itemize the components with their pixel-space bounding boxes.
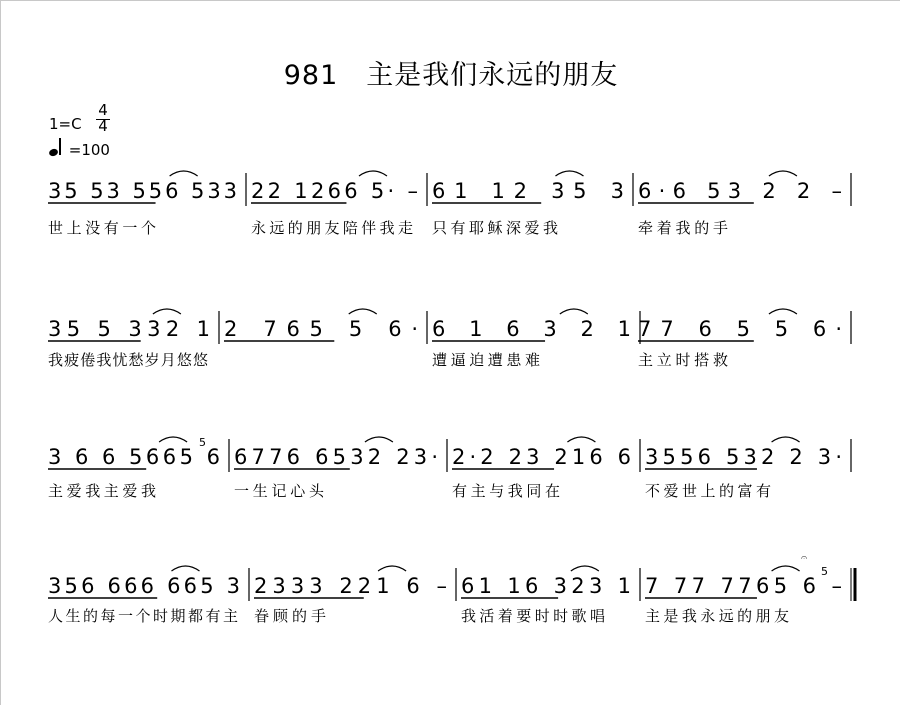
lyric-line: 不爱世上的富有 xyxy=(645,482,771,500)
slur-arc xyxy=(365,437,393,442)
slur-arc xyxy=(769,171,797,176)
measure-notes: 77 6 5 5 6· xyxy=(638,317,842,341)
tempo-value: =100 xyxy=(68,141,110,159)
slur-arc xyxy=(153,309,181,314)
slur-arc xyxy=(769,309,797,314)
measure-notes: 6·6 53 2 2 – xyxy=(638,179,842,203)
measure-notes: 3 6 6 5665 6 xyxy=(48,445,220,469)
measure-notes: 6776 6532 23· xyxy=(234,445,438,469)
lyric-line: 主是我永远的朋友 xyxy=(645,607,789,625)
lyric-line: 有主与我同在 xyxy=(452,482,560,500)
measure-notes: 61 12 35 3 xyxy=(432,179,624,203)
lyric-line: 永远的朋友陪伴我走 xyxy=(251,219,413,237)
measure-notes: 2·2 23 216 6 xyxy=(452,445,631,469)
lyric-line: 人生的每一个时期都有主 xyxy=(48,607,238,625)
song-title: 981 主是我们永远的朋友 xyxy=(283,60,619,91)
slur-arc xyxy=(349,309,377,314)
slur-arc xyxy=(772,566,800,571)
slur-arc xyxy=(359,171,387,176)
time-signature-top: 4 xyxy=(98,101,108,119)
measure-notes: 61 16 323 1 xyxy=(461,574,631,598)
slur-arc xyxy=(772,437,800,442)
lyric-line: 一生记心头 xyxy=(234,482,324,500)
measure-notes: 2 765 5 6· xyxy=(224,317,418,341)
measure-notes: 2333 221 6 – xyxy=(254,574,447,598)
measure-notes: 35 5 332 1 xyxy=(48,317,210,341)
lyric-line: 只有耶稣深爱我 xyxy=(432,219,558,237)
measure-notes: 35 53 556 533 xyxy=(48,179,237,203)
lyric-line: 遭逼迫遭患难 xyxy=(432,351,540,369)
lyric-line: 主立时搭救 xyxy=(638,351,728,369)
score-notation xyxy=(1,1,900,706)
slur-arc xyxy=(170,171,198,176)
slur-arc xyxy=(159,437,187,442)
measure-notes: 3556 532 2 3· xyxy=(645,445,842,469)
measure-notes: 7 77 7765 6 – xyxy=(645,574,842,598)
slur-arc xyxy=(560,309,588,314)
key-signature: 1=C xyxy=(49,115,82,133)
slur-arc xyxy=(571,566,599,571)
measure-notes: 356 666 665 3 xyxy=(48,574,240,598)
slur-arc xyxy=(378,566,406,571)
grace-note: 5 xyxy=(199,436,206,449)
slur-arc xyxy=(567,437,595,442)
lyric-line: 我活着要时时歌唱 xyxy=(461,607,605,625)
grace-note: 5 xyxy=(821,565,828,578)
time-signature-bottom: 4 xyxy=(98,117,108,135)
lyric-line: 眷顾的手 xyxy=(254,607,326,625)
lyric-line: 主爱我主爱我 xyxy=(48,482,156,500)
slur-arc xyxy=(555,171,583,176)
lyric-line: 牵着我的手 xyxy=(638,219,728,237)
fermata-icon: 𝄐 xyxy=(801,551,808,564)
slur-arc xyxy=(171,566,199,571)
measure-notes: 22 1266 5· – xyxy=(251,179,418,203)
lyric-line: 我疲倦我忧愁岁月悠悠 xyxy=(48,351,208,369)
lyric-line: 世上没有一个 xyxy=(48,219,156,237)
measure-notes: 6 1 6 3 2 1 xyxy=(432,317,631,341)
